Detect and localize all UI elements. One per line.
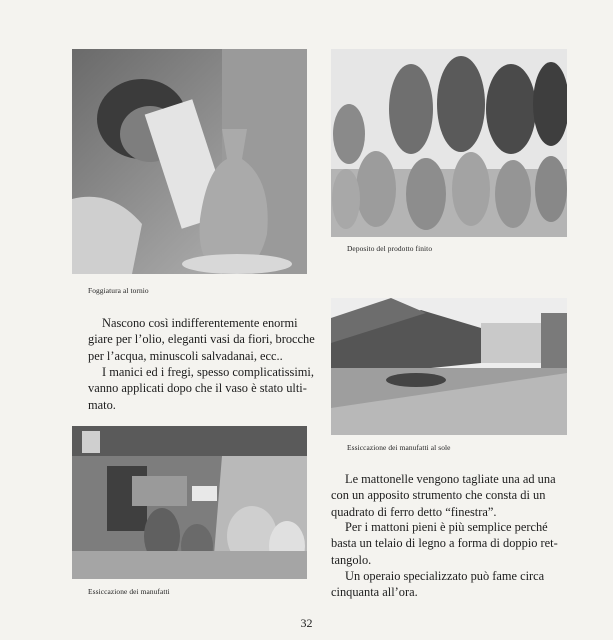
text-line: con un apposito strumento che consta di un [331,488,546,503]
caption-drying-sun: Essiccazione dei manufatti al sole [347,443,451,452]
text-line: I manici ed i fregi, spesso complicatissimi, [102,365,314,379]
text-line: basta un telaio di legno a forma di doppio ret- [331,536,558,551]
text-line: Un operaio specializzato può fame circa [345,569,545,583]
caption-workshop-drying: Essiccazione dei manufatti [88,587,170,596]
text-line: Per i mattoni pieni è più semplice perché [345,520,548,534]
text-line: quadrato di ferro detto “finestra”. [331,504,497,519]
right-paragraph-3 [331,568,567,601]
left-paragraph-1 [88,315,315,364]
caption-potter-wheel: Foggiatura al tornio [88,286,149,295]
text-line: mato. [88,397,116,412]
text-line: giare per l’olio, eleganti vasi da fiori, brocche [88,332,315,347]
text-line: vanno applicati dopo che il vaso è stato ulti- [88,381,307,396]
page-number: 32 [300,616,313,630]
photo-storage-jars [331,49,567,237]
right-paragraph-1 [331,471,567,520]
text-line: per l’acqua, minuscoli salvadanai, ecc.. [88,348,283,363]
text-line: Le mattonelle vengono tagliate una ad una [345,472,556,486]
text-line: cinquanta all’ora. [331,585,418,600]
right-paragraph-2 [331,519,567,568]
left-paragraph-2 [88,364,314,413]
photo-potter-wheel [72,49,307,274]
caption-storage-jars: Deposito del prodotto finito [347,244,433,253]
photo-workshop-drying [72,426,307,579]
text-line: Nascono così indifferentemente enormi [102,316,298,330]
text-line: tangolo. [331,552,372,567]
photo-drying-sun [331,298,567,435]
